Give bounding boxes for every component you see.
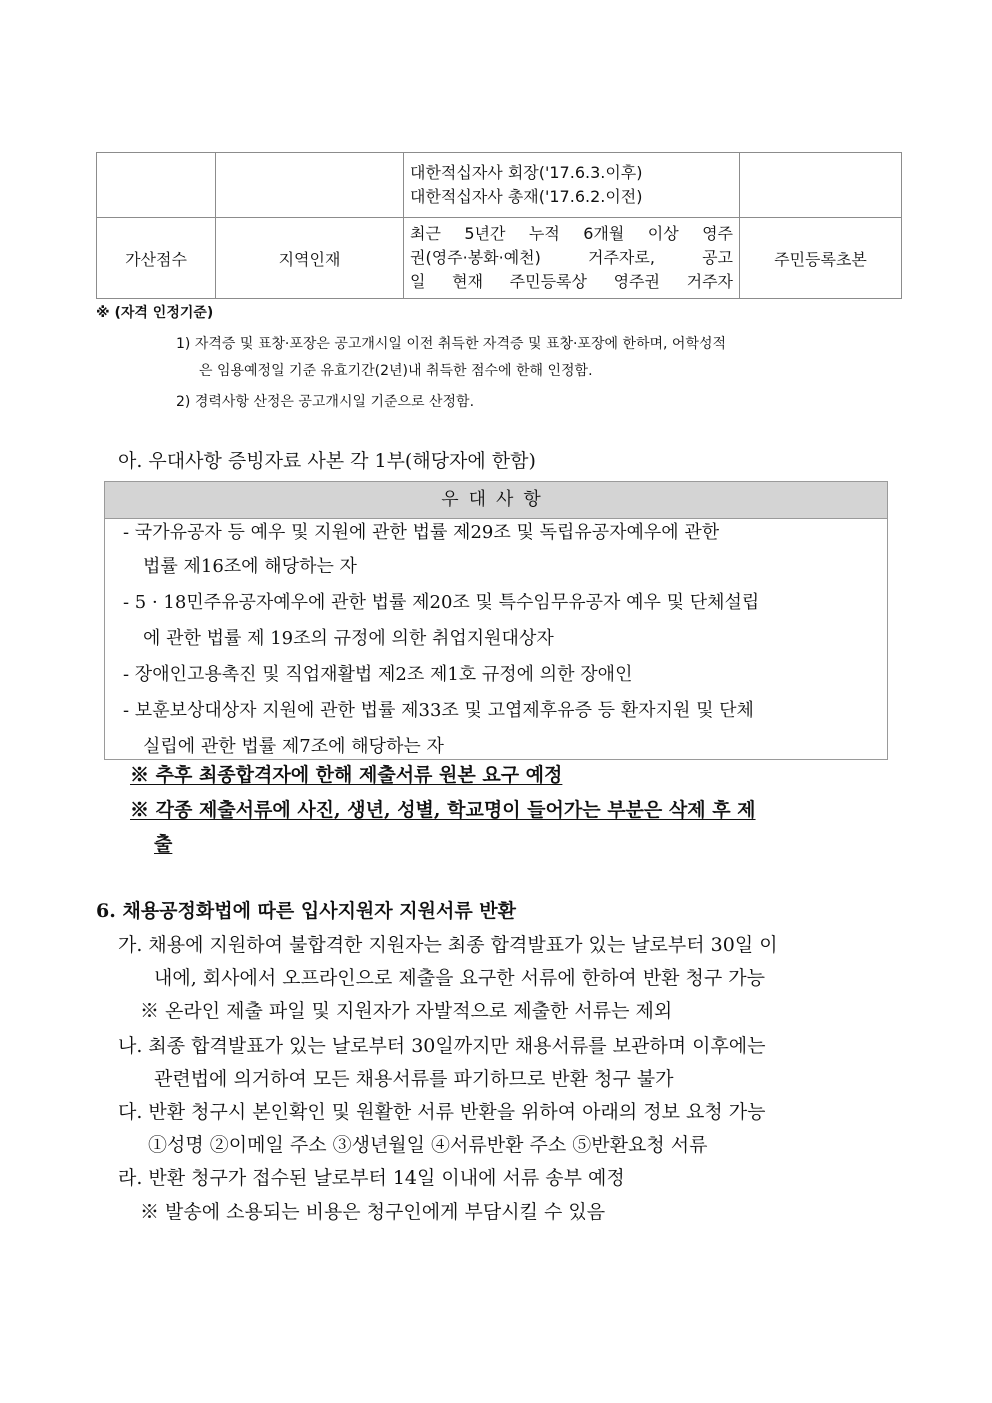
qualification-table <box>96 152 902 299</box>
table-row <box>97 153 902 218</box>
section-6-ga-note: ※ 온라인 제출 파일 및 지원자가 자발적으로 제출한 서류는 제외 <box>140 1000 673 1022</box>
notice-original-documents: ※ 추후 최종합격자에 한해 제출서류 원본 요구 예정 <box>130 764 563 786</box>
cell-text: 대한적십자사 총재('17.6.2.이전) <box>410 187 643 206</box>
cell-text: 권(영주·봉화·예천) 거주자로, 공고 <box>410 248 733 267</box>
section-6-na-line-2: 관련법에 의거하여 모든 채용서류를 파기하므로 반환 청구 불가 <box>154 1068 674 1090</box>
section-6-da-line-2: ①성명 ②이메일 주소 ③생년월일 ④서류반환 주소 ⑤반환요청 서류 <box>148 1134 708 1156</box>
notice-redaction-line-1: ※ 각종 제출서류에 사진, 생년, 성별, 학교명이 들어가는 부분은 삭제 후 제 <box>130 799 756 821</box>
item-cell: 지역인재 <box>216 218 404 299</box>
notes-item-2: 2) 경력사항 산정은 공고개시일 기준으로 산정함. <box>176 394 475 410</box>
section-6-title: 6. 채용공정화법에 따른 입사지원자 지원서류 반환 <box>96 900 516 922</box>
notes-item-1-line-1: 1) 자격증 및 표창·포장은 공고개시일 이전 취득한 자격증 및 표창·포장에 한하며, 어학성적 <box>176 336 727 352</box>
section-6-ga-line-2: 내에, 회사에서 오프라인으로 제출을 요구한 서류에 한하여 반환 청구 가능 <box>154 967 766 989</box>
notes-heading: ※ (자격 인정기준) <box>96 305 214 321</box>
document-cell: 주민등록초본 <box>740 218 902 299</box>
list-item: 에 관한 법률 제 19조의 규정에 의한 취업지원대상자 <box>143 628 554 649</box>
preferential-box <box>104 481 888 760</box>
table-cell <box>404 153 740 218</box>
notice-redaction-line-2: 출 <box>154 833 173 855</box>
table-cell <box>740 153 902 218</box>
table-cell <box>97 153 216 218</box>
section-6-ra-note: ※ 발송에 소용되는 비용은 청구인에게 부담시킬 수 있음 <box>140 1201 606 1223</box>
list-item: 법률 제16조에 해당하는 자 <box>143 556 357 577</box>
preferential-box-header: 우대사항 <box>105 482 887 519</box>
category-cell: 가산점수 <box>97 218 216 299</box>
section-a-title: 아. 우대사항 증빙자료 사본 각 1부(해당자에 한함) <box>118 450 536 472</box>
table-row <box>97 218 902 299</box>
cell-text: 일 현재 주민등록상 영주권 거주자 <box>410 272 733 291</box>
list-item: - 장애인고용촉진 및 직업재활법 제2조 제1호 규정에 의한 장애인 <box>123 664 633 685</box>
section-6-ra-line-1: 라. 반환 청구가 접수된 날로부터 14일 이내에 서류 송부 예정 <box>118 1167 625 1189</box>
list-item: - 보훈보상대상자 지원에 관한 법률 제33조 및 고엽제후유증 등 환자지원 및 단체 <box>123 700 754 721</box>
notes-item-1-line-2: 은 임용예정일 기준 유효기간(2년)내 취득한 점수에 한해 인정함. <box>199 363 593 379</box>
cell-text: 대한적십자사 회장('17.6.3.이후) <box>410 163 643 182</box>
section-6-ga-line-1: 가. 채용에 지원하여 불합격한 지원자는 최종 합격발표가 있는 날로부터 30일 이 <box>118 934 778 956</box>
list-item: 실립에 관한 법률 제7조에 해당하는 자 <box>143 736 444 757</box>
section-6-na-line-1: 나. 최종 합격발표가 있는 날로부터 30일까지만 채용서류를 보관하며 이후에는 <box>118 1035 766 1057</box>
section-6-da-line-1: 다. 반환 청구시 본인확인 및 원활한 서류 반환을 위하여 아래의 정보 요청 가능 <box>118 1101 766 1123</box>
list-item: - 5 · 18민주유공자예우에 관한 법률 제20조 및 특수임무유공자 예우 및 단체설립 <box>123 592 760 613</box>
table-cell <box>216 153 404 218</box>
list-item: - 국가유공자 등 예우 및 지원에 관한 법률 제29조 및 독립유공자예우에 관한 <box>123 522 720 543</box>
cell-text: 최근 5년간 누적 6개월 이상 영주 <box>410 224 733 243</box>
description-cell <box>404 218 740 299</box>
